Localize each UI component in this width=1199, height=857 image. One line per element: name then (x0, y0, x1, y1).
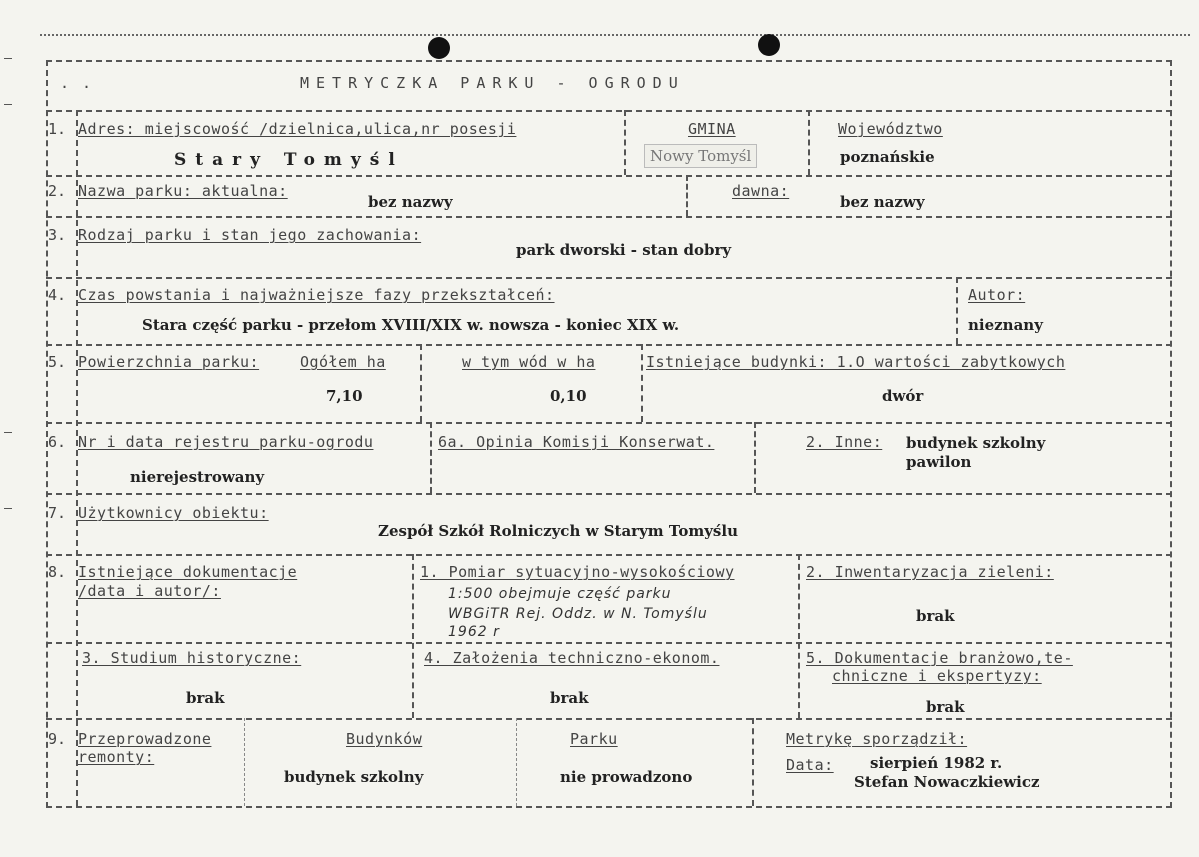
register-label: Nr i data rejestru parku-ogrodu (78, 433, 374, 451)
docs-label-2: /data i autor/: (78, 582, 221, 600)
wojewodztwo-value: poznańskie (840, 148, 935, 166)
survey-label: 1. Pomiar sytuacyjno-wysokościowy (420, 563, 735, 581)
expertise-value: brak (926, 698, 965, 716)
water-area-label: w tym wód w ha (462, 353, 596, 371)
rule (46, 344, 1172, 346)
history-label: Czas powstania i najważniejsze fazy przekształceń: (78, 286, 555, 304)
docs-label-1: Istniejące dokumentacje (78, 563, 298, 581)
rule-top (46, 60, 1172, 62)
area-total-label: Ogółem ha (300, 353, 386, 371)
register-value: nierejestrowany (130, 468, 265, 486)
prepared-by-label: Metrykę sporządził: (786, 730, 968, 748)
divider-docs-1 (412, 554, 414, 718)
buildings-label: Istniejące budynki: 1.O wartości zabytkowych (646, 353, 1066, 371)
punch-hole-left (428, 37, 450, 59)
repairs-label-2: remonty: (78, 748, 155, 766)
users-value: Zespół Szkół Rolniczych w Starym Tomyślu (378, 522, 738, 540)
divider-opinia (430, 422, 432, 493)
edge-mark (4, 58, 12, 59)
other-value-1: budynek szkolny (906, 434, 1046, 452)
divider-docs-2 (798, 554, 800, 718)
edge-mark (4, 432, 12, 433)
opinion-label: 6a. Opinia Komisji Konserwat. (438, 433, 715, 451)
rule (46, 422, 1172, 424)
divider-water (420, 344, 422, 422)
section-number: 3. (48, 226, 67, 244)
inventory-value: brak (916, 607, 955, 625)
area-total-value: 7,10 (326, 387, 363, 405)
divider-gmina (624, 110, 626, 175)
rule (46, 175, 1172, 177)
form-title: METRYCZKA PARKU - OGRODU (300, 74, 685, 92)
rule-bottom (46, 806, 1172, 808)
gmina-value: Nowy Tomyśl (644, 144, 757, 168)
survey-note-3: 1962 r (448, 624, 500, 640)
expertise-label-2: chniczne i ekspertyzy: (832, 667, 1042, 685)
punch-hole-right (758, 34, 780, 56)
rule (46, 110, 1172, 112)
divider-wojewodztwo (808, 110, 810, 175)
users-label: Użytkownicy obiektu: (78, 504, 269, 522)
buildings-repairs-label: Budynków (346, 730, 423, 748)
section-number: 7. (48, 504, 67, 522)
author-label: Autor: (968, 286, 1026, 304)
section-number: 5. (48, 353, 67, 371)
divider-metryke (752, 718, 754, 806)
park-repairs-value: nie prowadzono (560, 768, 693, 786)
section-number: 6. (48, 433, 67, 451)
economic-value: brak (550, 689, 589, 707)
buildings-value: dwór (882, 387, 924, 405)
park-name-label: Nazwa parku: aktualna: (78, 182, 288, 200)
economic-label: 4. Założenia techniczno-ekonom. (424, 649, 720, 667)
divider-autor (956, 277, 958, 344)
inventory-label: 2. Inwentaryzacja zieleni: (806, 563, 1054, 581)
water-area-value: 0,10 (550, 387, 587, 405)
address-value: Stary Tomyśl (174, 150, 404, 170)
prepared-by-value: Stefan Nowaczkiewicz (854, 773, 1040, 791)
park-name-value: bez nazwy (368, 193, 453, 211)
wojewodztwo-label: Województwo (838, 120, 943, 138)
date-value: sierpień 1982 r. (870, 754, 1003, 772)
other-value-2: pawilon (906, 453, 972, 471)
divider-inne (754, 422, 756, 493)
park-repairs-label: Parku (570, 730, 618, 748)
repairs-label-1: Przeprowadzone (78, 730, 212, 748)
section-number: 2. (48, 182, 67, 200)
expertise-label-1: 5. Dokumentacje branżowo,te- (806, 649, 1073, 667)
divider-parku (516, 718, 517, 806)
rule (46, 554, 1172, 556)
rule (46, 493, 1172, 495)
gmina-label: GMINA (688, 120, 736, 138)
divider-buildings (641, 344, 643, 422)
history-study-value: brak (186, 689, 225, 707)
rule (46, 216, 1172, 218)
survey-note-2: WBGiTR Rej. Oddz. w N. Tomyślu (448, 606, 708, 622)
form-frame (46, 60, 1172, 808)
author-value: nieznany (968, 316, 1043, 334)
other-label: 2. Inne: (806, 433, 883, 451)
area-label: Powierzchnia parku: (78, 353, 260, 371)
buildings-repairs-value: budynek szkolny (284, 768, 424, 786)
divider-budynkow (244, 718, 245, 806)
address-label: Adres: miejscowość /dzielnica,ulica,nr posesji (78, 120, 517, 138)
rule (46, 718, 1172, 720)
history-study-label: 3. Studium historyczne: (82, 649, 302, 667)
history-value: Stara część parku - przełom XVIII/XIX w. nowsza - koniec XIX w. (142, 316, 680, 334)
edge-mark (4, 508, 12, 509)
section-number: 4. (48, 286, 67, 304)
park-type-value: park dworski - stan dobry (516, 241, 732, 259)
former-name-label: dawna: (732, 182, 790, 200)
divider-dawna (686, 175, 688, 216)
title-dots: . . (60, 74, 94, 92)
edge-mark (4, 104, 12, 105)
number-column-rule (76, 110, 78, 806)
date-label: Data: (786, 756, 834, 774)
former-name-value: bez nazwy (840, 193, 925, 211)
section-number: 8. (48, 563, 67, 581)
park-type-label: Rodzaj parku i stan jego zachowania: (78, 226, 422, 244)
rule (46, 642, 1172, 644)
rule (46, 277, 1172, 279)
section-number: 9. (48, 730, 67, 748)
frame-right (1170, 60, 1172, 808)
section-number: 1. (48, 120, 67, 138)
top-dotted-edge (40, 34, 1190, 36)
survey-note-1: 1:500 obejmuje część parku (448, 586, 672, 602)
